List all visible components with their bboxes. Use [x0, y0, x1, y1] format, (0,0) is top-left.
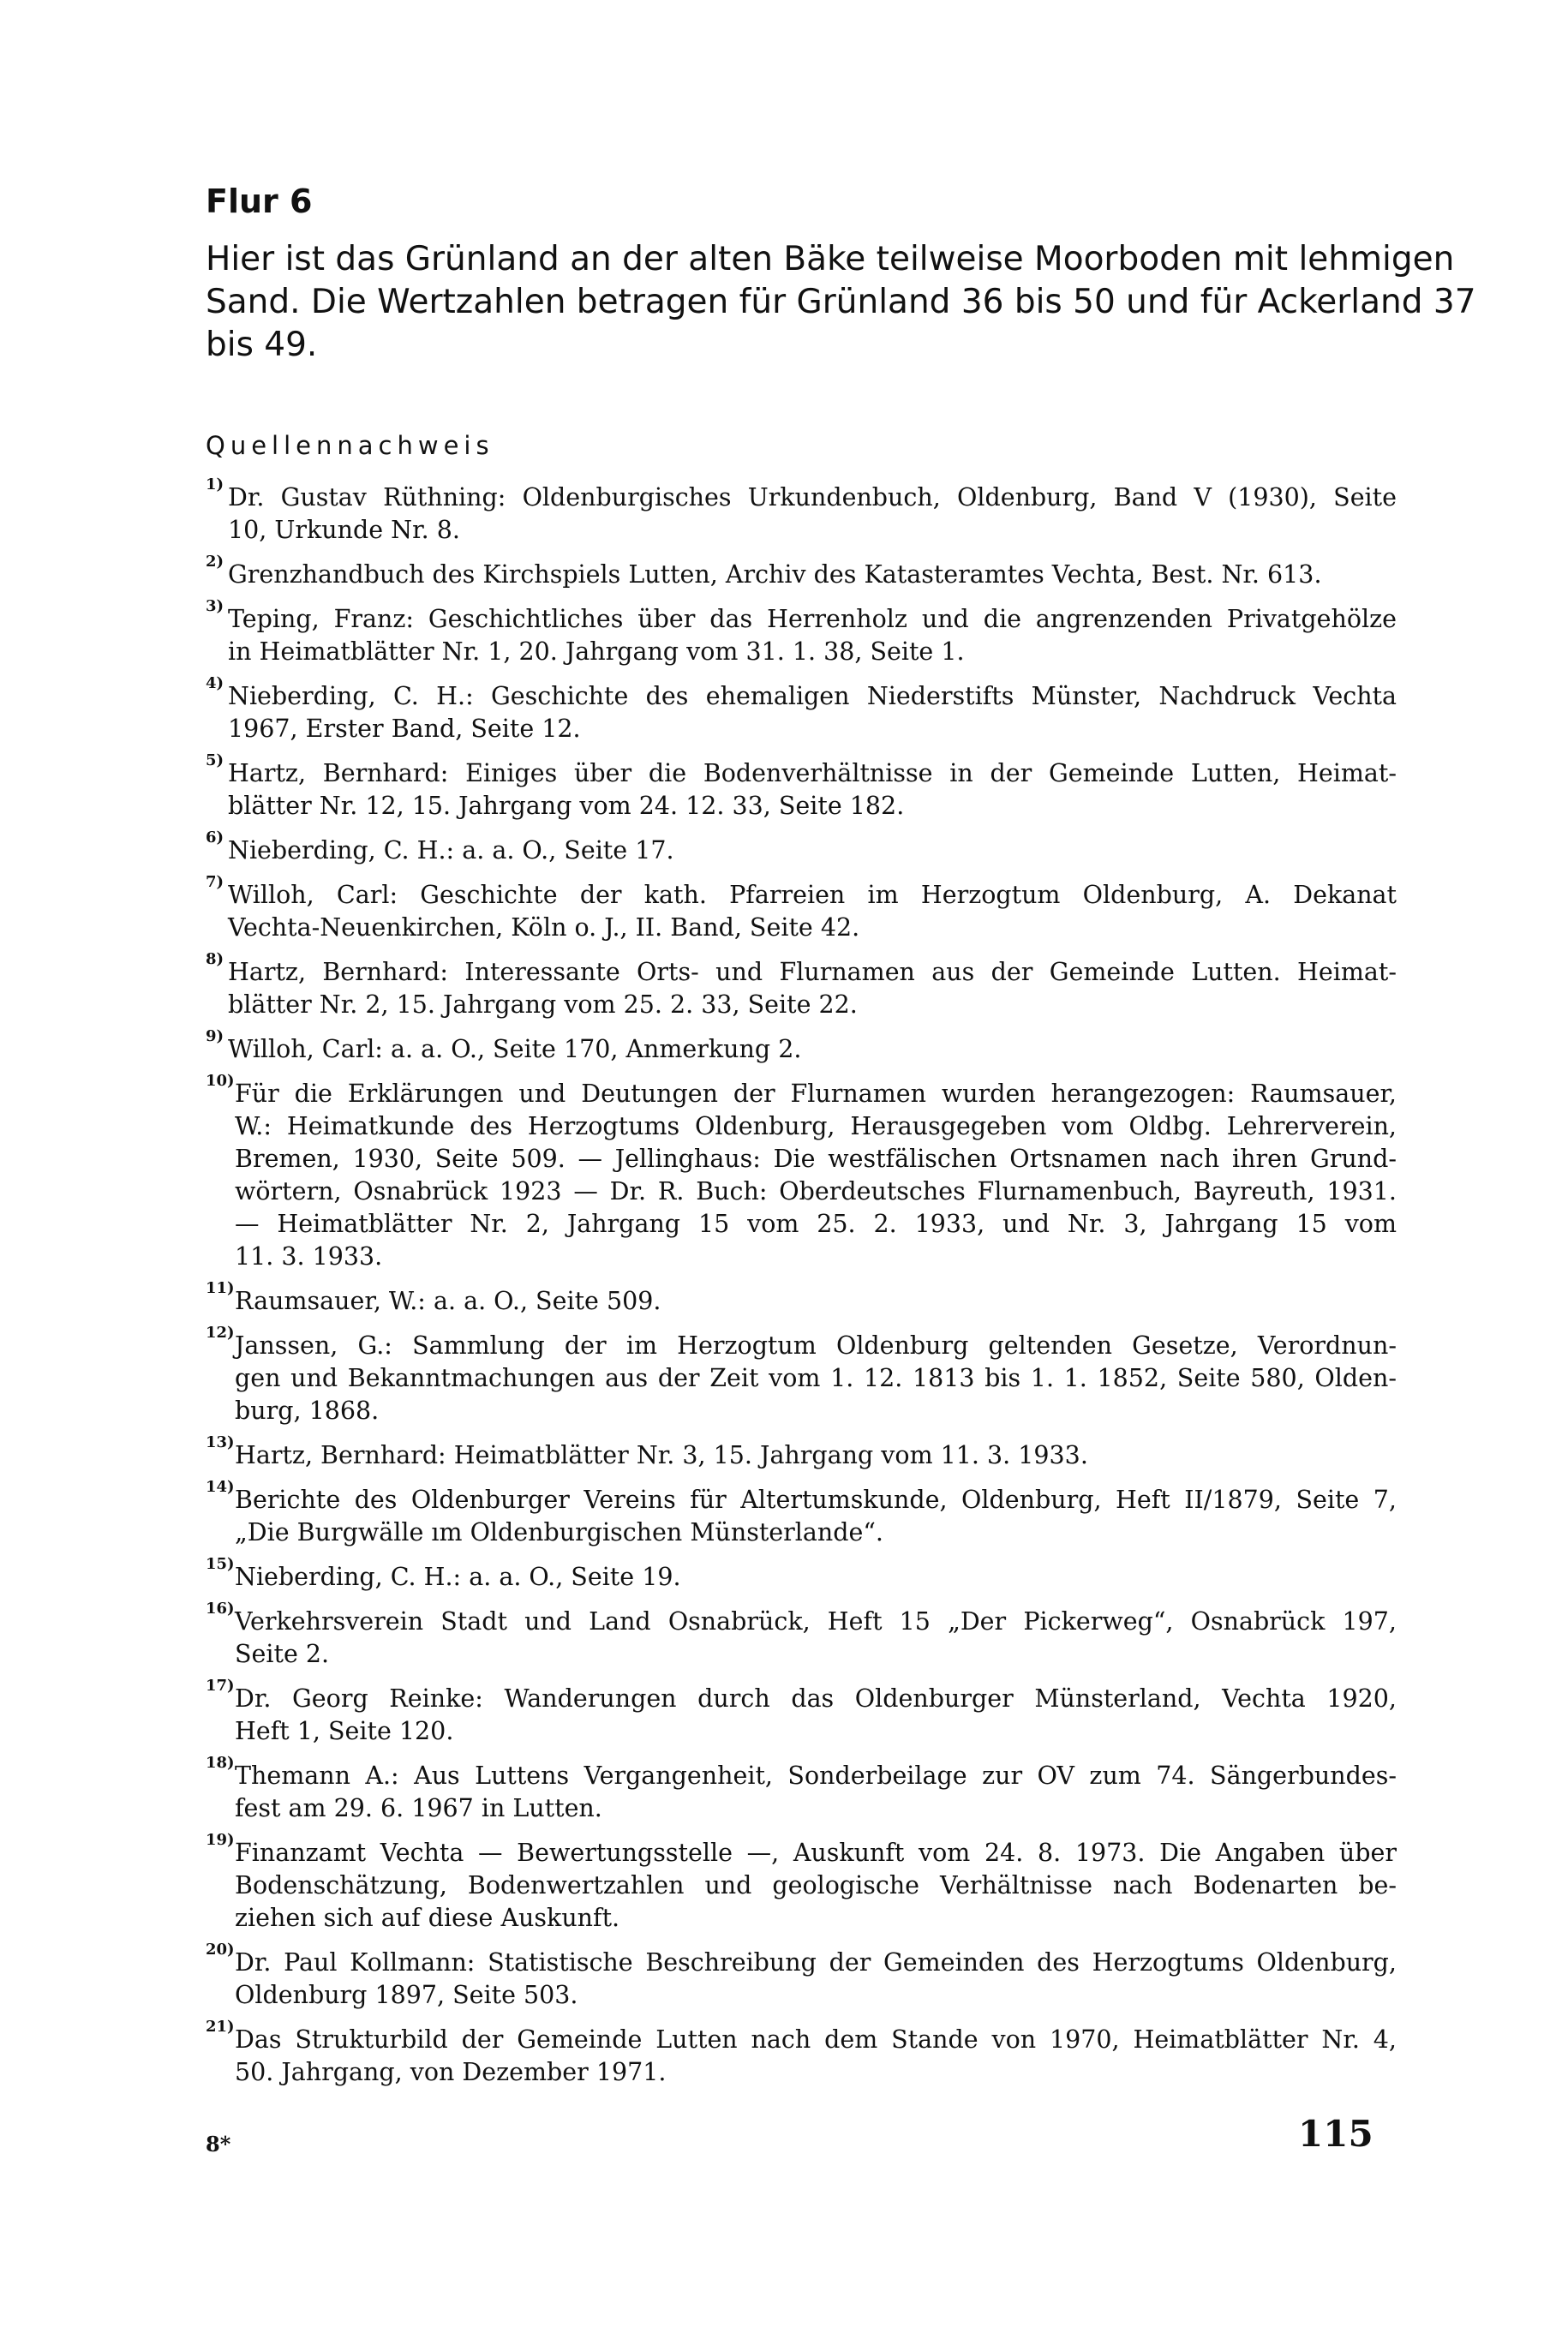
footnote-item	[206, 1279, 1397, 1318]
footnote-line: Das Strukturbild der Gemeinde Lutten nach dem Stande von 1970, Heimatblätter Nr. 4,	[235, 2025, 1397, 2054]
footnote-item	[206, 1433, 1397, 1472]
signature-mark: 8*	[206, 2132, 231, 2157]
footnote-line: 10, Urkunde Nr. 8.	[228, 516, 460, 544]
footnote-line: Willoh, Carl: Geschichte der kath. Pfarreien im Herzogtum Oldenburg, A. Dekanat	[228, 881, 1397, 909]
footnote-line: Vechta-Neuenkirchen, Köln o. J., II. Band, Seite 42.	[228, 913, 860, 942]
footnote-item	[206, 1941, 1397, 2012]
footnote-line: Willoh, Carl: a. a. O., Seite 170, Anmerkung 2.	[228, 1035, 802, 1063]
footnote-item	[206, 1478, 1397, 1549]
footnote-item	[206, 1027, 1397, 1066]
footnote-marker: 12)	[206, 1324, 235, 1342]
footnote-marker: 7)	[206, 873, 224, 891]
page-number: 115	[1298, 2113, 1373, 2155]
footnote-line: Dr. Georg Reinke: Wanderungen durch das Oldenburger Münsterland, Vechta 1920,	[235, 1684, 1397, 1713]
footnote-marker: 3)	[206, 597, 224, 615]
intro-line: bis 49.	[206, 326, 318, 364]
footnote-item	[206, 553, 1397, 591]
footnote-item	[206, 1831, 1397, 1935]
footnote-marker: 6)	[206, 829, 224, 846]
footnote-item	[206, 476, 1397, 547]
footnote-item	[206, 674, 1397, 745]
footnote-marker: 1)	[206, 476, 224, 494]
footnote-marker: 19)	[206, 1831, 235, 1849]
footnote-line: Bremen, 1930, Seite 509. — Jellinghaus: Die westfälischen Ortsnamen nach ihren Grund-	[235, 1145, 1397, 1173]
footnote-item	[206, 873, 1397, 944]
footnote-line: Raumsauer, W.: a. a. O., Seite 509.	[235, 1287, 661, 1315]
footnote-line: 50. Jahrgang, von Dezember 1971.	[235, 2058, 667, 2086]
footnote-line: fest am 29. 6. 1967 in Lutten.	[235, 1794, 602, 1822]
footnote-marker: 5)	[206, 751, 224, 769]
footnote-line: burg, 1868.	[235, 1397, 380, 1425]
footnote-line: Oldenburg 1897, Seite 503.	[235, 1981, 578, 2009]
section-heading: Flur 6	[206, 182, 313, 220]
footnote-line: gen und Bekanntmachungen aus der Zeit vom 1. 12. 1813 bis 1. 1. 1852, Seite 580, Olden-	[235, 1364, 1397, 1392]
footnote-list	[206, 476, 1397, 2101]
footnote-marker: 21)	[206, 2018, 235, 2036]
footnote-line: Grenzhandbuch des Kirchspiels Lutten, Archiv des Katasteramtes Vechta, Best. Nr. 613.	[228, 560, 1322, 589]
footnote-marker: 18)	[206, 1754, 235, 1772]
footnote-line: blätter Nr. 2, 15. Jahrgang vom 25. 2. 33, Seite 22.	[228, 990, 858, 1019]
footnote-line: Finanzamt Vechta — Bewertungsstelle —, Auskunft vom 24. 8. 1973. Die Angaben über	[235, 1839, 1397, 1867]
sources-heading: Quellennachweis	[206, 431, 494, 460]
footnote-item	[206, 751, 1397, 823]
footnote-item	[206, 2018, 1397, 2089]
footnote-marker: 17)	[206, 1677, 235, 1695]
footnote-marker: 10)	[206, 1072, 235, 1090]
footnote-line: Hartz, Bernhard: Interessante Orts- und Flurnamen aus der Gemeinde Lutten. Heimat-	[228, 958, 1397, 986]
footnote-marker: 11)	[206, 1279, 235, 1297]
footnote-line: Nieberding, C. H.: a. a. O., Seite 17.	[228, 836, 674, 864]
footnote-marker: 15)	[206, 1555, 235, 1573]
footnote-line: „Die Burgwälle ım Oldenburgischen Münsterlande“.	[235, 1518, 883, 1546]
footnote-marker: 4)	[206, 674, 224, 692]
footnote-marker: 13)	[206, 1433, 235, 1451]
footnote-marker: 9)	[206, 1027, 224, 1045]
footnote-line: ziehen sich auf diese Auskunft.	[235, 1904, 620, 1932]
footnote-line: Für die Erklärungen und Deutungen der Flurnamen wurden herangezogen: Raumsauer,	[235, 1080, 1397, 1108]
footnote-line: Dr. Paul Kollmann: Statistische Beschreibung der Gemeinden des Herzogtums Oldenburg,	[235, 1948, 1397, 1977]
footnote-item	[206, 1600, 1397, 1671]
footnote-line: Verkehrsverein Stadt und Land Osnabrück, Heft 15 „Der Pickerweg“, Osnabrück 197,	[235, 1607, 1397, 1636]
intro-line: Hier ist das Grünland an der alten Bäke teilweise Moorboden mit lehmigen	[206, 240, 1455, 278]
footnote-item	[206, 597, 1397, 668]
footnote-line: Teping, Franz: Geschichtliches über das Herrenholz und die angrenzenden Privatgehölze	[228, 605, 1397, 633]
footnote-marker: 20)	[206, 1941, 235, 1959]
footnote-item	[206, 1754, 1397, 1825]
footnote-item	[206, 1072, 1397, 1273]
footnote-line: Nieberding, C. H.: Geschichte des ehemaligen Niederstifts Münster, Nachdruck Vechta	[228, 682, 1397, 710]
footnote-item	[206, 1555, 1397, 1594]
footnote-line: 11. 3. 1933.	[235, 1242, 383, 1271]
footnote-line: blätter Nr. 12, 15. Jahrgang vom 24. 12. 33, Seite 182.	[228, 792, 905, 820]
intro-line: Sand. Die Wertzahlen betragen für Grünland 36 bis 50 und für Ackerland 37	[206, 283, 1476, 321]
footnote-line: Hartz, Bernhard: Einiges über die Bodenverhältnisse in der Gemeinde Lutten, Heimat-	[228, 759, 1397, 787]
footnote-line: Berichte des Oldenburger Vereins für Altertumskunde, Oldenburg, Heft II/1879, Seite 7,	[235, 1486, 1397, 1514]
footnote-line: Seite 2.	[235, 1640, 330, 1668]
footnote-line: Bodenschätzung, Bodenwertzahlen und geologische Verhältnisse nach Bodenarten be-	[235, 1871, 1397, 1899]
footnote-line: 1967, Erster Band, Seite 12.	[228, 715, 581, 743]
footnote-marker: 8)	[206, 950, 224, 968]
footnote-line: Heft 1, Seite 120.	[235, 1717, 454, 1745]
footnote-line: Dr. Gustav Rüthning: Oldenburgisches Urkundenbuch, Oldenburg, Band V (1930), Seite	[228, 483, 1397, 511]
footnote-item	[206, 950, 1397, 1021]
footnote-line: wörtern, Osnabrück 1923 — Dr. R. Buch: Oberdeutsches Flurnamenbuch, Bayreuth, 1931.	[235, 1177, 1397, 1205]
footnote-marker: 2)	[206, 553, 224, 571]
footnote-line: in Heimatblätter Nr. 1, 20. Jahrgang vom 31. 1. 38, Seite 1.	[228, 637, 965, 666]
footnote-line: W.: Heimatkunde des Herzogtums Oldenburg, Herausgegeben vom Oldbg. Lehrerverein,	[235, 1112, 1397, 1140]
footnote-item	[206, 829, 1397, 867]
footnote-line: Nieberding, C. H.: a. a. O., Seite 19.	[235, 1563, 681, 1591]
footnote-item	[206, 1324, 1397, 1427]
footnote-marker: 16)	[206, 1600, 235, 1618]
footnote-line: Hartz, Bernhard: Heimatblätter Nr. 3, 15. Jahrgang vom 11. 3. 1933.	[235, 1441, 1088, 1469]
footnote-line: — Heimatblätter Nr. 2, Jahrgang 15 vom 25. 2. 1933, und Nr. 3, Jahrgang 15 vom	[235, 1210, 1397, 1238]
footnote-item	[206, 1677, 1397, 1748]
footnote-line: Themann A.: Aus Luttens Vergangenheit, Sonderbeilage zur OV zum 74. Sängerbundes-	[235, 1762, 1397, 1790]
intro-paragraph	[206, 238, 1476, 367]
footnote-line: Janssen, G.: Sammlung der im Herzogtum Oldenburg geltenden Gesetze, Verordnun-	[235, 1331, 1397, 1360]
footnote-marker: 14)	[206, 1478, 235, 1496]
